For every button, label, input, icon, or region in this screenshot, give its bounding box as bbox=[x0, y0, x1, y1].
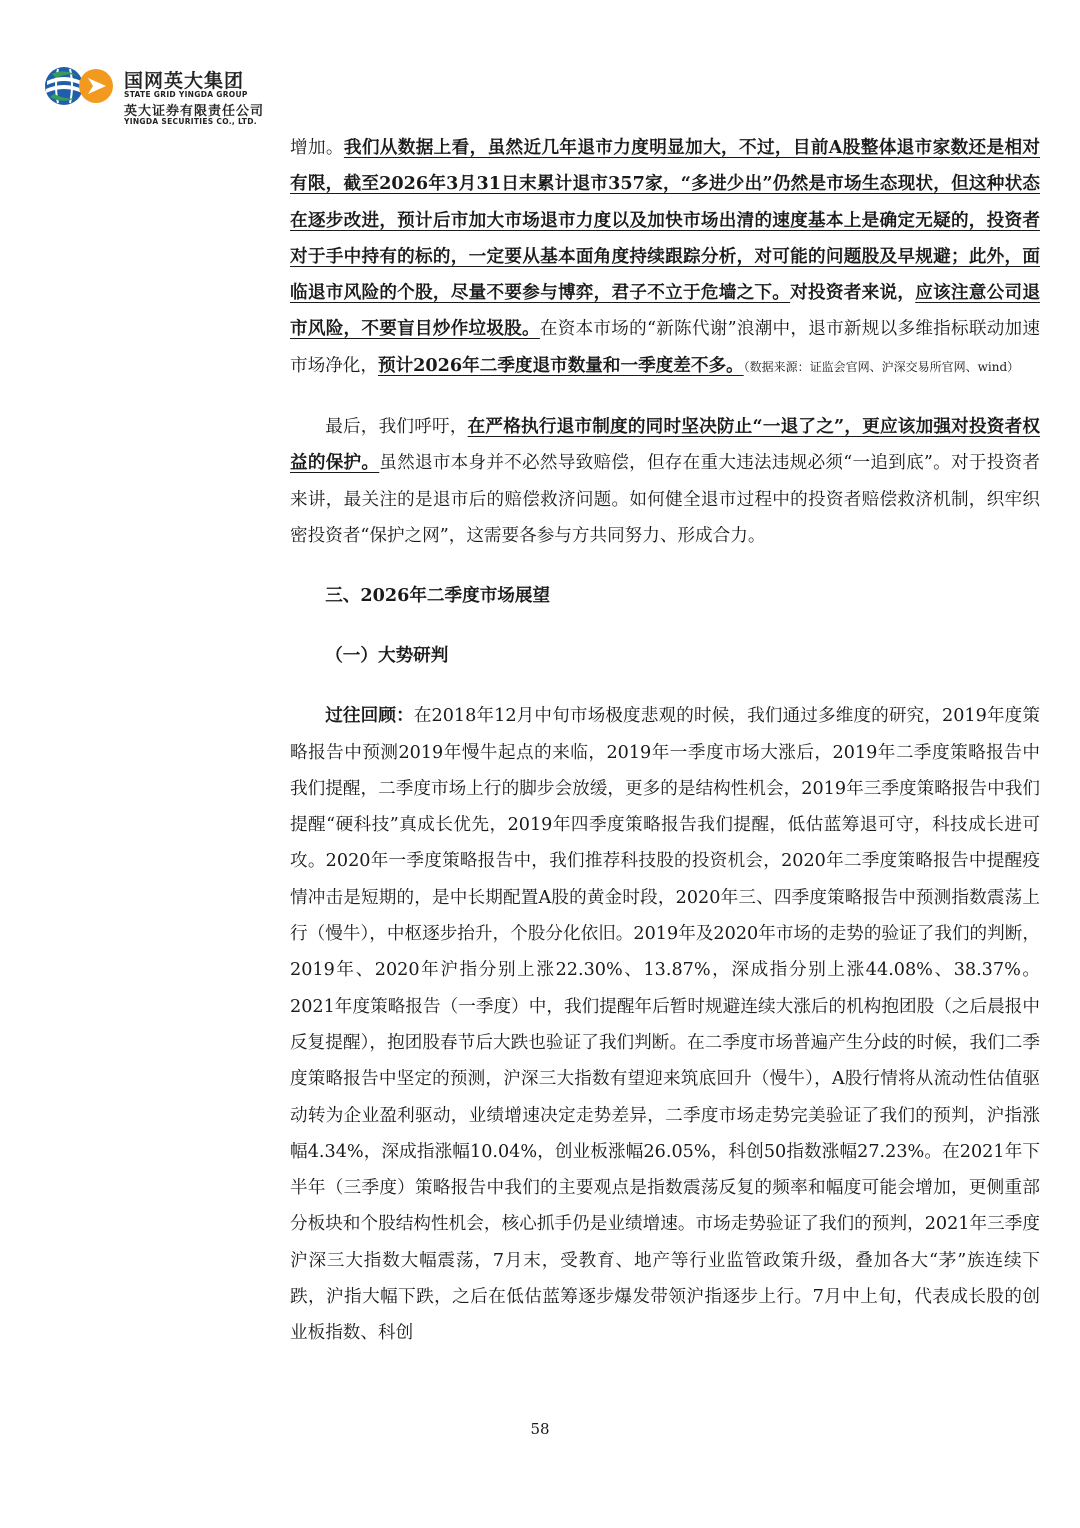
paragraph-investor-protection bbox=[290, 409, 1040, 554]
text-run-emphasis: 我们从数据上看，虽然近几年退市力度明显加大，不过，目前A股整体退市家数还是相对有限，截至2026年3月31日末累计退市357家，“多进少出”仍然是市场生态现状，但这种状态在逐步改进，预计后市加大市场退市力度以及加快市场出清的速度基本上是确定无疑的，投资者对于手中持有的标的，一定要从基本面角度持续跟踪分析，对可能的问题股及早规避；此外，面临退市风险的个股，尽量不要参与博弈，君子不立于危墙之下。 bbox=[290, 137, 1040, 304]
text-run-emphasis: 在严格执行退市制度的同时坚决防止“一退了之”，更应该加强对投资者权益的保护。 bbox=[290, 416, 1040, 474]
page-number: 58 bbox=[530, 1420, 550, 1438]
company-logo bbox=[44, 62, 294, 126]
text-run: 虽然退市本身并不必然导致赔偿，但存在重大违法违规必须“一追到底”。对于投资者来讲，最关注的是退市后的赔偿救济问题。如何健全退市过程中的投资者赔偿救济机制，织牢织密投资者“保护之网”，这需要各参与方共同努力、形成合力。 bbox=[290, 453, 1040, 546]
paragraph-past-review bbox=[290, 698, 1040, 1351]
sub-heading: （一）大势研判 bbox=[325, 645, 449, 667]
text-run-emphasis: 预计2026年二季度退市数量和一季度差不多。 bbox=[377, 354, 744, 376]
text-run-bold: 对投资者来说， bbox=[790, 282, 916, 304]
paragraph-label: 过往回顾： bbox=[325, 705, 414, 727]
text-run-emphasis: 应该注意公司退市风险，不要盲目炒作垃圾股。 bbox=[290, 282, 1040, 340]
logo-company-name-cn: 英大证券有限责任公司 bbox=[124, 104, 265, 119]
data-source-note: （数据来源：证监会官网、沪深交易所官网、wind） bbox=[743, 359, 1020, 374]
text-run: 最后，我们呼吁， bbox=[325, 417, 468, 438]
logo-group-name-cn: 国网英大集团 bbox=[124, 70, 245, 92]
globe-logo-icon bbox=[44, 64, 116, 108]
logo-company-name-en: YINGDA SECURITIES CO., LTD. bbox=[124, 117, 257, 126]
document-body bbox=[290, 130, 1040, 1352]
text-run: 增加。 bbox=[290, 138, 344, 158]
logo-group-name-en: STATE GRID YINGDA GROUP bbox=[124, 90, 248, 99]
section-heading: 三、2026年二季度市场展望 bbox=[325, 585, 551, 607]
text-run: 在资本市场的“新陈代谢”浪潮中，退市新规以多维指标联动加速市场净化， bbox=[290, 319, 1040, 376]
text-run: 在2018年12月中旬市场极度悲观的时候，我们通过多维度的研究，2019年度策略报告中预测2019年慢牛起点的来临，2019年一季度市场大涨后，2019年二季度策略报告中我们提醒，二季度市场上行的脚步会放缓，更多的是结构性机会，2019年三季度策略报告中我们提醒“硬科技”真成长优先，2019年四季度策略报告我们提醒，低估蓝筹退可守，科技成长进可攻。2020年一季度策略报告中，我们推荐科技股的投资机会，2020年二季度策略报告中提醒疫情冲击是短期的，是中长期配置A股的黄金时段，2020年三、四季度策略报告中预测指数震荡上行（慢牛），中枢逐步抬升，个股分化依旧。2019年及2020年市场的走势的验证了我们的判断，2019年、2020年沪指分别上涨22.30%、13.87%，深成指分别上涨44.08%、38.37%。2021年度策略报告（一季度）中，我们提醒年后暂时规避连续大涨后的机构抱团股（之后晨报中反复提醒），抱团股春节后大跌也验证了我们判断。在二季度市场普遍产生分歧的时候，我们二季度策略报告中坚定的预测，沪深三大指数有望迎来筑底回升（慢牛），A股行情将从流动性估值驱动转为企业盈利驱动，业绩增速决定走势差异，二季度市场走势完美验证了我们的预判，沪指涨幅4.34%，深成指涨幅10.04%，创业板涨幅26.05%，科创50指数涨幅27.23%。在2021年下半年（三季度）策略报告中我们的主要观点是指数震荡反复的频率和幅度可能会增加，更侧重部分板块和个股结构性机会，核心抓手仍是业绩增速。市场走势验证了我们的预判，2021年三季度沪深三大指数大幅震荡，7月末，受教育、地产等行业监管政策升级，叠加各大“茅”族连续下跌，沪指大幅下跌，之后在低估蓝筹逐步爆发带领沪指逐步上行。7月中上旬，代表成长股的创业板指数、科创 bbox=[290, 706, 1040, 1344]
paragraph-delisting-risk bbox=[290, 130, 1040, 385]
